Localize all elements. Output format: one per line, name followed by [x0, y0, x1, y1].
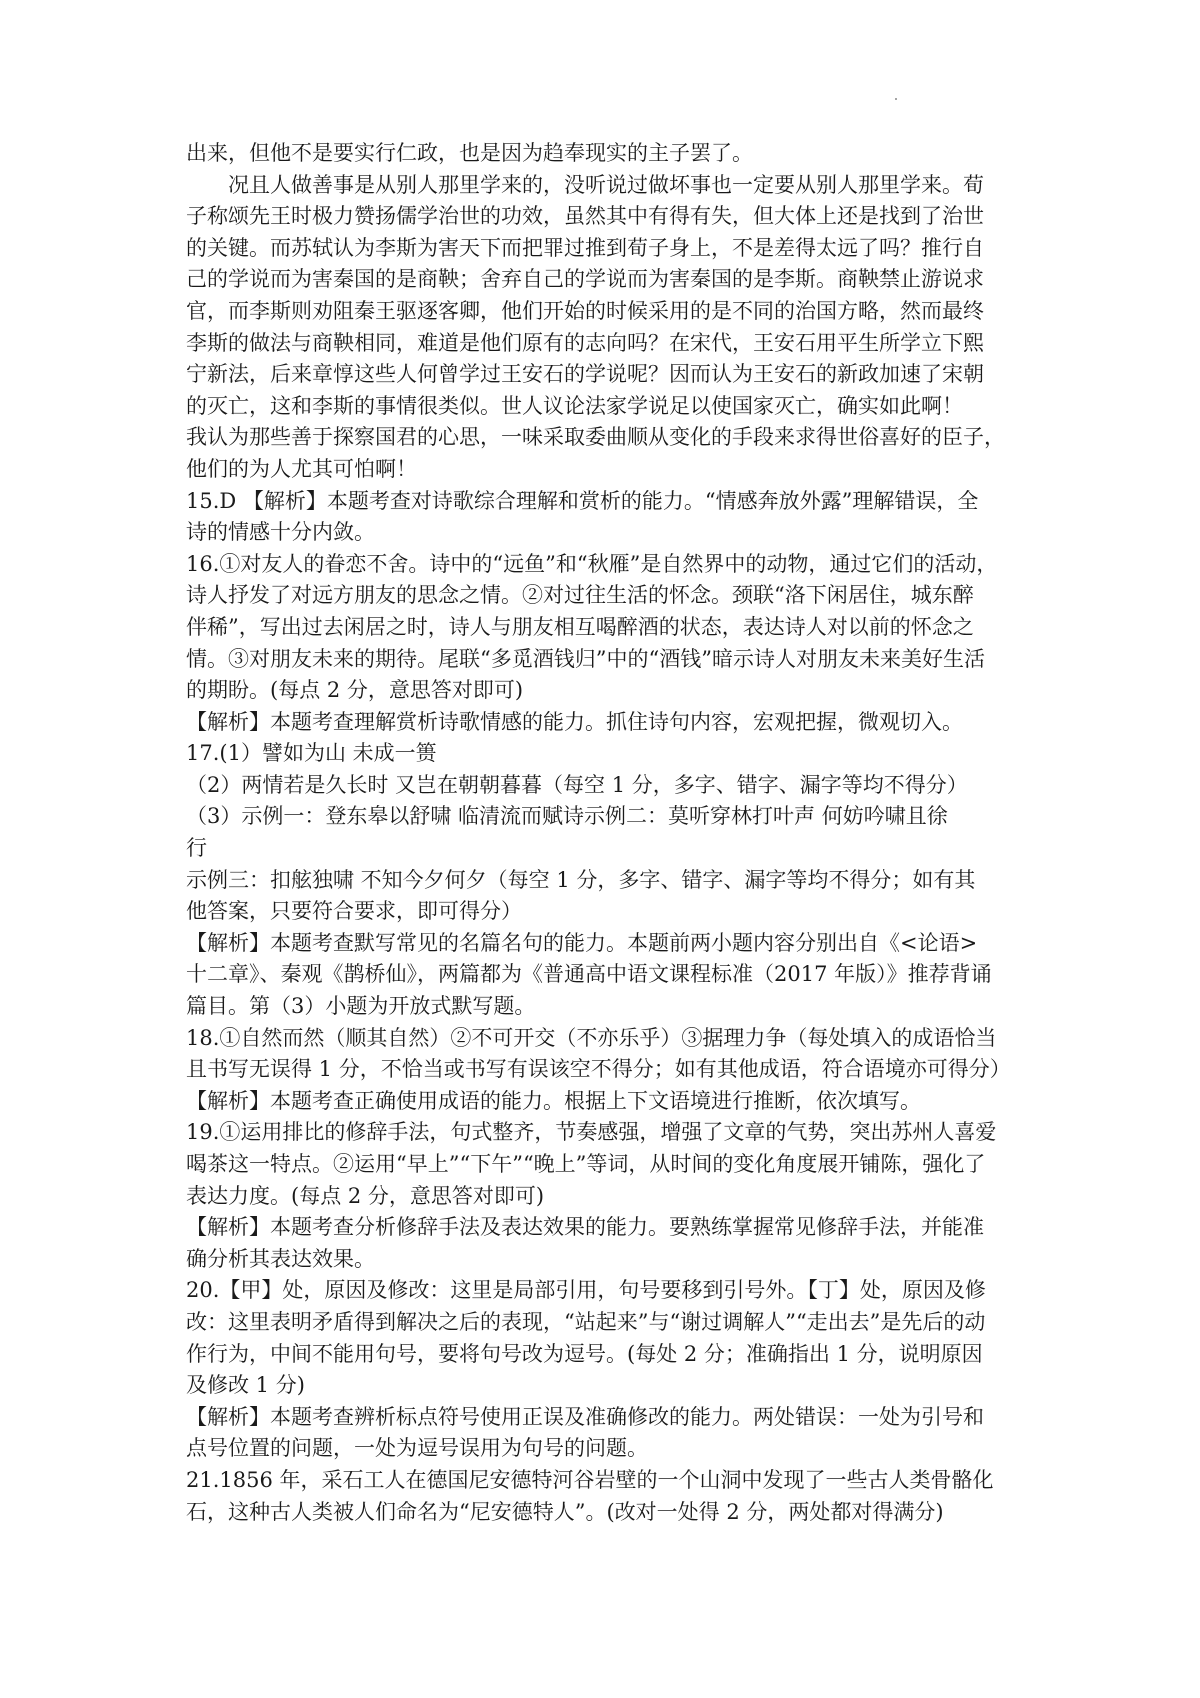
answer-20: 20.【甲】处，原因及修改：这里是局部引用，句号要移到引号外。【丁】处，原因及修: [186, 1278, 986, 1303]
answer-16: 16.①对友人的眷恋不舍。诗中的“远鱼”和“秋雁”是自然界中的动物，通过它们的活动，: [186, 551, 998, 576]
analysis-line: 【解析】本题考查理解赏析诗歌情感的能力。抓住诗句内容，宏观把握，微观切入。: [186, 709, 963, 734]
answer-17: 17.(1）譬如为山 未成一篑: [186, 741, 437, 766]
answer-15: 15.D 【解析】本题考查对诗歌综合理解和赏析的能力。“情感奔放外露”理解错误，全: [186, 488, 979, 513]
text-line: 出来，但他不是要实行仁政，也是因为趋奉现实的主子罢了。: [186, 141, 753, 165]
text-line: 况且人做善事是从别人那里学来的，没听说过做坏事也一定要从别人那里学来。荀: [228, 172, 984, 197]
text-line: 且书写无误得 1 分，不恰当或书写有误该空不得分；如有其他成语，符合语境亦可得分）: [186, 1057, 1011, 1082]
text-line: 的期盼。(每点 2 分，意思答对即可): [186, 678, 524, 703]
text-line: （2）两情若是久长时 又岂在朝朝暮暮（每空 1 分，多字、错字、漏字等均不得分）: [186, 772, 968, 797]
text-line: 石，这种古人类被人们命名为“尼安德特人”。(改对一处得 2 分，两处都对得满分): [186, 1499, 944, 1524]
text-line: 点号位置的问题，一处为逗号误用为句号的问题。: [186, 1436, 648, 1461]
text-line: 他们的为人尤其可怕啊！: [186, 456, 417, 481]
scan-speck: [895, 98, 897, 100]
text-line: 十二章》、秦观《鹊桥仙》，两篇都为《普通高中语文课程标准（2017 年版）》推荐背诵: [186, 962, 992, 987]
text-line: 及修改 1 分): [186, 1373, 305, 1398]
text-line: 官，而李斯则劝阻秦王驱逐客卿，他们开始的时候采用的是不同的治国方略，然而最终: [186, 298, 984, 323]
text-line: 示例三：扣舷独啸 不知今夕何夕（每空 1 分，多字、错字、漏字等均不得分；如有其: [186, 867, 976, 892]
answer-text-body: [186, 138, 1036, 1528]
analysis-line: 【解析】本题考查分析修辞手法及表达效果的能力。要熟练掌握常见修辞手法，并能准: [186, 1215, 984, 1240]
text-line: 行: [186, 836, 207, 861]
text-line: 诗人抒发了对远方朋友的思念之情。②对过往生活的怀念。颈联“洛下闲居住，城东醉: [186, 583, 974, 608]
answer-19: 19.①运用排比的修辞手法，句式整齐，节奏感强，增强了文章的气势，突出苏州人喜爱: [186, 1120, 997, 1145]
answer-21: 21.1856 年，采石工人在德国尼安德特河谷岩壁的一个山洞中发现了一些古人类骨骼化: [186, 1467, 994, 1492]
text-line: 作行为，中间不能用句号，要将句号改为逗号。(每处 2 分；准确指出 1 分，说明原因: [186, 1341, 983, 1366]
text-line: 伴稀”，写出过去闲居之时，诗人与朋友相互喝醉酒的状态，表达诗人对以前的怀念之: [186, 614, 974, 639]
text-line: 的关键。而苏轼认为李斯为害天下而把罪过推到荀子身上，不是差得太远了吗？推行自: [186, 235, 984, 260]
text-line: 我认为那些善于探察国君的心思，一味采取委曲顺从变化的手段来求得世俗喜好的臣子，: [186, 425, 1005, 450]
text-line: 情。③对朋友未来的期待。尾联“多觅酒钱归”中的“酒钱”暗示诗人对朋友未来美好生活: [186, 646, 985, 671]
text-line: 篇目。第（3）小题为开放式默写题。: [186, 994, 536, 1019]
text-line: （3）示例一：登东皋以舒啸 临清流而赋诗示例二：莫听穿林打叶声 何妨吟啸且徐: [186, 804, 948, 829]
text-line: 的灭亡，这和李斯的事情很类似。世人议论法家学说足以使国家灭亡，确实如此啊！: [186, 393, 963, 418]
text-line: 己的学说而为害秦国的是商鞅；舍弃自己的学说而为害秦国的是李斯。商鞅禁止游说求: [186, 267, 984, 292]
text-line: 改：这里表明矛盾得到解决之后的表现，“站起来”与“谢过调解人”“走出去”是先后的动: [186, 1309, 986, 1334]
text-line: 确分析其表达效果。: [186, 1246, 375, 1271]
analysis-line: 【解析】本题考查辨析标点符号使用正误及准确修改的能力。两处错误：一处为引号和: [186, 1404, 984, 1429]
analysis-line: 【解析】本题考查正确使用成语的能力。根据上下文语境进行推断，依次填写。: [186, 1088, 921, 1113]
answer-18: 18.①自然而然（顺其自然）②不可开交（不亦乐乎）③据理力争（每处填入的成语恰当: [186, 1025, 997, 1050]
text-line: 诗的情感十分内敛。: [186, 520, 375, 545]
text-line: 子称颂先王时极力赞扬儒学治世的功效，虽然其中有得有失，但大体上还是找到了治世: [186, 204, 984, 229]
text-line: 宁新法，后来章惇这些人何曾学过王安石的学说呢？因而认为王安石的新政加速了宋朝: [186, 362, 984, 387]
text-line: 喝茶这一特点。②运用“早上”“下午”“晚上”等词，从时间的变化角度展开铺陈，强化了: [186, 1152, 986, 1176]
text-line: 表达力度。(每点 2 分，意思答对即可): [186, 1183, 545, 1208]
text-line: 他答案，只要符合要求，即可得分）: [186, 899, 522, 924]
analysis-line: 【解析】本题考查默写常见的名篇名句的能力。本题前两小题内容分别出自《<论语>: [186, 930, 978, 955]
text-line: 李斯的做法与商鞅相同，难道是他们原有的志向吗？在宋代，王安石用平生所学立下熙: [186, 330, 984, 355]
